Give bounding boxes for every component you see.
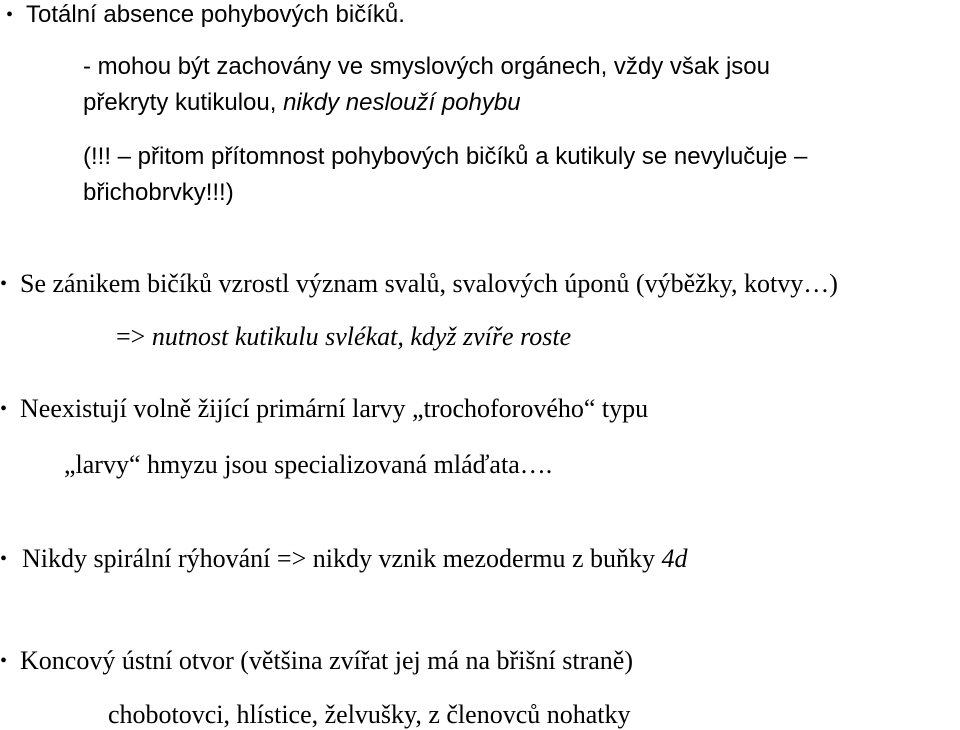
bullet-5-sub: chobotovci, hlístice, želvušky, z členovců nohatky	[108, 700, 631, 729]
bullet-5-marker: •	[0, 650, 8, 672]
bullet-1-text: Totální absence pohybových bičíků.	[26, 1, 405, 28]
bullet-1-marker: •	[6, 4, 14, 26]
bullet-1-sub-1-line-2	[83, 88, 521, 118]
bullet-2-sub-italic: nutnost kutikulu svlékat, když zvíře roste	[151, 322, 572, 351]
bullet-4-plain: Nikdy spirální rýhování => nikdy vznik mezodermu z buňky	[22, 544, 662, 573]
bullet-1-sub-1-line-1: - mohou být zachovány ve smyslových orgánech, vždy však jsou	[83, 53, 770, 80]
bullet-5-text: Koncový ústní otvor (většina zvířat jej má na břišní straně)	[20, 646, 634, 675]
bullet-4-text	[22, 544, 688, 574]
bullet-4-marker: •	[0, 548, 8, 570]
bullet-4-italic: 4d	[661, 544, 688, 573]
bullet-1-sub-2-line-2: břichobrvky!!!)	[83, 179, 234, 206]
bullet-3-text: Neexistují volně žijící primární larvy „trochoforového“ typu	[20, 394, 649, 423]
bullet-3-sub: „larvy“ hmyzu jsou specializovaná mláďata….	[64, 450, 553, 479]
bullet-1-sub-1-italic: nikdy neslouží pohybu	[283, 89, 521, 116]
bullet-3-marker: •	[0, 398, 8, 420]
bullet-2-sub-plain: =>	[116, 322, 152, 351]
bullet-1-sub-1-plain: překryty kutikulou,	[83, 89, 284, 116]
bullet-1-sub-2-line-1: (!!! – přitom přítomnost pohybových bičíků a kutikuly se nevylučuje –	[83, 143, 808, 170]
bullet-2-sub	[116, 322, 571, 352]
bullet-2-marker: •	[0, 273, 8, 295]
bullet-2-text: Se zánikem bičíků vzrostl význam svalů, svalových úponů (výběžky, kotvy…)	[20, 269, 838, 298]
